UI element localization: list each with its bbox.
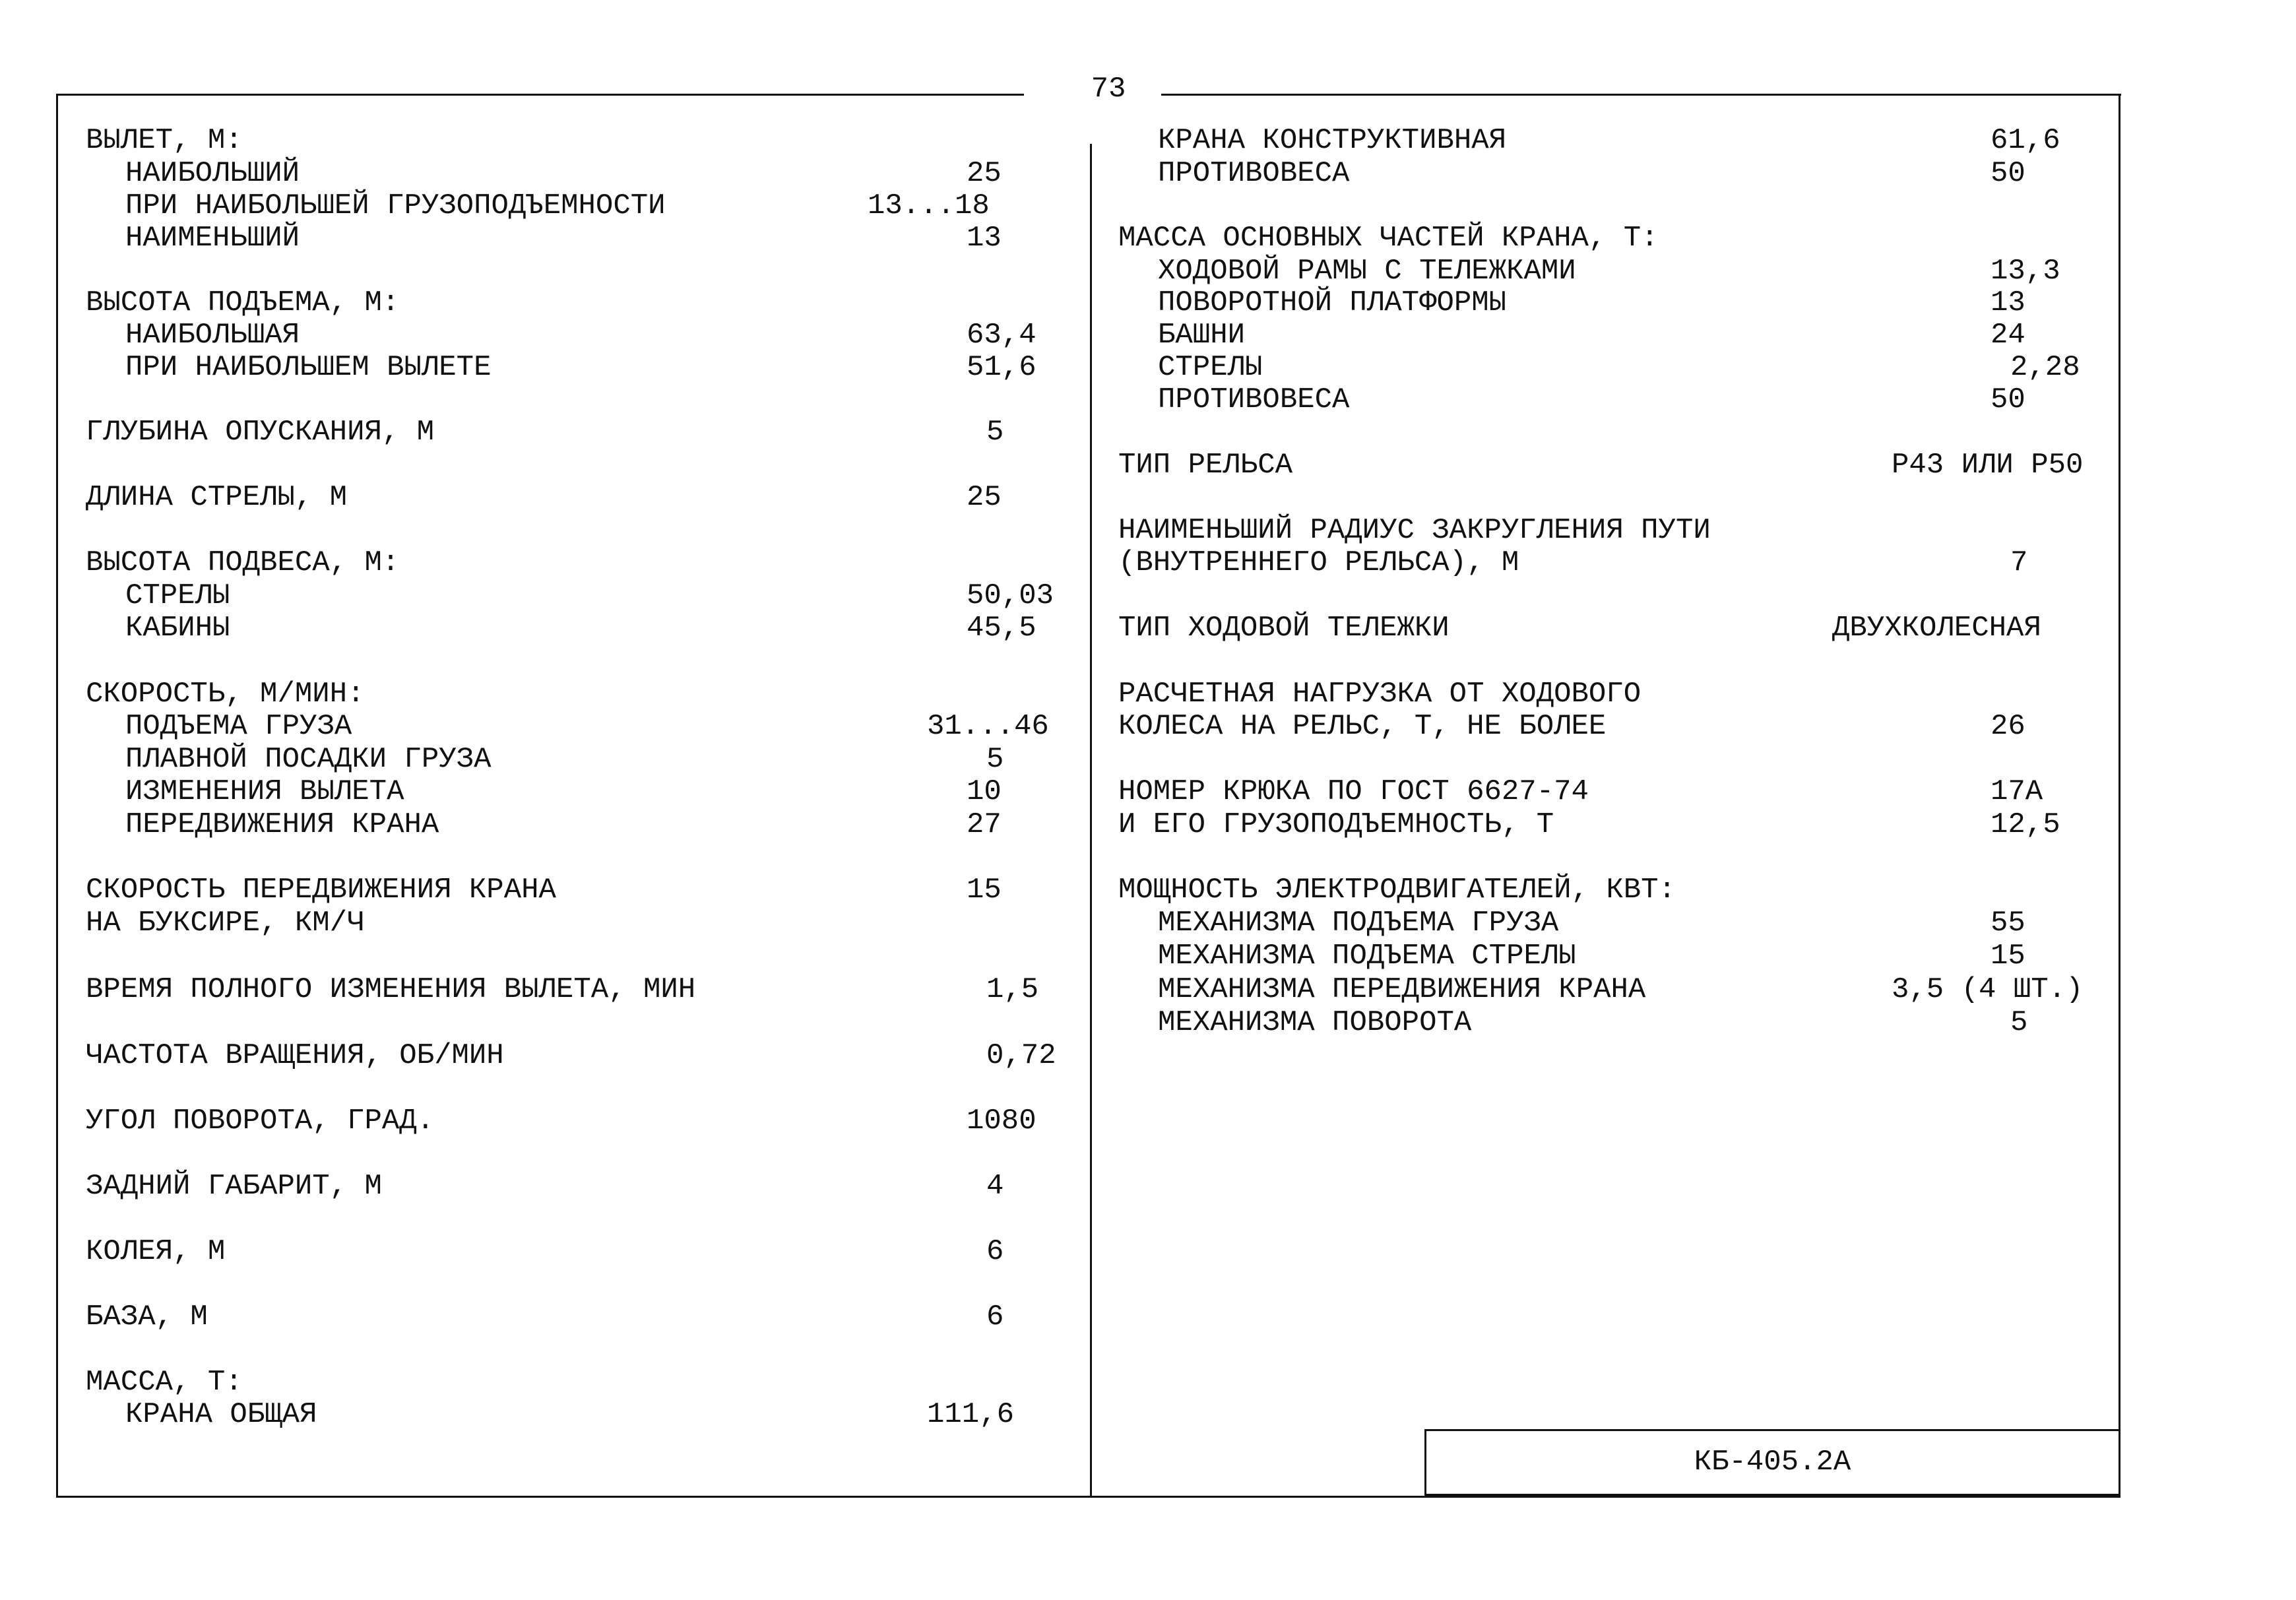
spec-value: 13,3 <box>1991 255 2060 288</box>
spec-value: 55 <box>1991 907 2025 940</box>
spec-label: КРАНА КОНСТРУКТИВНАЯ <box>1158 124 1507 157</box>
spec-value: 63,4 <box>967 319 1036 352</box>
spec-value: 61,6 <box>1991 124 2060 157</box>
spec-value: 6 <box>986 1235 1004 1268</box>
column-divider <box>1090 144 1092 1498</box>
spec-label: СКОРОСТЬ ПЕРЕДВИЖЕНИЯ КРАНА <box>86 874 556 907</box>
spec-value: 15 <box>967 874 1002 907</box>
spec-label: БАШНИ <box>1158 319 1246 352</box>
spec-value: 5 <box>986 416 1004 449</box>
spec-label: МАССА ОСНОВНЫХ ЧАСТЕЙ КРАНА, Т: <box>1118 222 1659 255</box>
spec-label: СТРЕЛЫ <box>1158 351 1263 384</box>
spec-value: ДВУХКОЛЕСНАЯ <box>1832 612 2041 645</box>
spec-label: ИЗМЕНЕНИЯ ВЫЛЕТА <box>125 775 404 808</box>
spec-value: 5 <box>986 743 1004 776</box>
spec-label: ПЛАВНОЙ ПОСАДКИ ГРУЗА <box>125 743 492 776</box>
spec-value: 50 <box>1991 157 2025 190</box>
spec-label: ВЫСОТА ПОДВЕСА, М: <box>86 546 400 579</box>
spec-label: ПРОТИВОВЕСА <box>1158 383 1350 416</box>
spec-label: КРАНА ОБЩАЯ <box>125 1398 317 1431</box>
spec-value: 13 <box>967 222 1002 255</box>
spec-label: МЕХАНИЗМА ПОВОРОТА <box>1158 1006 1472 1039</box>
spec-value: 17А <box>1991 775 2043 808</box>
spec-label: ЧАСТОТА ВРАЩЕНИЯ, ОБ/МИН <box>86 1039 504 1072</box>
spec-label: ГЛУБИНА ОПУСКАНИЯ, М <box>86 416 435 449</box>
spec-value: 31...46 <box>927 710 1049 743</box>
spec-label: БАЗА, М <box>86 1300 208 1333</box>
spec-value: 15 <box>1991 940 2025 973</box>
spec-value: 2,28 <box>2010 351 2080 384</box>
spec-label: МЕХАНИЗМА ПОДЪЕМА ГРУЗА <box>1158 907 1559 940</box>
spec-value: 50,03 <box>967 579 1054 612</box>
spec-value: 3,5 (4 ШТ.) <box>1892 973 2084 1006</box>
spec-label: ВЫЛЕТ, М: <box>86 124 243 157</box>
spec-label: НОМЕР КРЮКА ПО ГОСТ 6627-74 <box>1118 775 1589 808</box>
spec-label: НАИБОЛЬШИЙ <box>125 157 300 190</box>
frame-right <box>2119 94 2121 1498</box>
spec-value: 13 <box>1991 286 2025 319</box>
spec-value: 13...18 <box>868 189 990 222</box>
spec-label: СТРЕЛЫ <box>125 579 230 612</box>
spec-label: МЕХАНИЗМА ПОДЪЕМА СТРЕЛЫ <box>1158 940 1576 973</box>
spec-label: НАИМЕНЬШИЙ РАДИУС ЗАКРУГЛЕНИЯ ПУТИ <box>1118 514 1711 547</box>
spec-value: 5 <box>2010 1006 2028 1039</box>
spec-value: 27 <box>967 808 1002 841</box>
title-block <box>1424 1429 2121 1496</box>
spec-value: 7 <box>2010 546 2028 579</box>
spec-label: ПОДЪЕМА ГРУЗА <box>125 710 352 743</box>
spec-label: ДЛИНА СТРЕЛЫ, М <box>86 481 348 514</box>
spec-label: КОЛЕЯ, М <box>86 1235 226 1268</box>
spec-label: ПЕРЕДВИЖЕНИЯ КРАНА <box>125 808 439 841</box>
spec-value: 4 <box>986 1170 1004 1203</box>
spec-label: ПРИ НАИБОЛЬШЕМ ВЫЛЕТЕ <box>125 351 492 384</box>
frame-bottom <box>56 1496 2121 1498</box>
spec-label: НАИМЕНЬШИЙ <box>125 222 300 255</box>
spec-value: 24 <box>1991 319 2025 352</box>
spec-value: 25 <box>967 481 1002 514</box>
spec-label: НАИБОЛЬШАЯ <box>125 319 300 352</box>
spec-value: 1080 <box>967 1104 1036 1137</box>
spec-label: СКОРОСТЬ, М/МИН: <box>86 678 365 711</box>
spec-label: РАСЧЕТНАЯ НАГРУЗКА ОТ ХОДОВОГО <box>1118 678 1642 711</box>
spec-value: 10 <box>967 775 1002 808</box>
spec-label: ЗАДНИЙ ГАБАРИТ, М <box>86 1170 382 1203</box>
spec-label: ВЫСОТА ПОДЪЕМА, М: <box>86 286 400 319</box>
spec-label: КОЛЕСА НА РЕЛЬС, Т, НЕ БОЛЕЕ <box>1118 710 1607 743</box>
frame-top-right <box>1161 94 2121 96</box>
spec-label: УГОЛ ПОВОРОТА, ГРАД. <box>86 1104 435 1137</box>
spec-label: КАБИНЫ <box>125 612 230 645</box>
spec-label: ВРЕМЯ ПОЛНОГО ИЗМЕНЕНИЯ ВЫЛЕТА, МИН <box>86 973 696 1006</box>
spec-label: МЕХАНИЗМА ПЕРЕДВИЖЕНИЯ КРАНА <box>1158 973 1646 1006</box>
spec-value: 26 <box>1991 710 2025 743</box>
spec-value: 0,72 <box>986 1039 1056 1072</box>
spec-label: ТИП РЕЛЬСА <box>1118 449 1293 482</box>
spec-value: 111,6 <box>927 1398 1015 1431</box>
document-code: КБ-405.2А <box>1694 1446 1851 1479</box>
spec-label: ПОВОРОТНОЙ ПЛАТФОРМЫ <box>1158 286 1507 319</box>
spec-label: МОЩНОСТЬ ЭЛЕКТРОДВИГАТЕЛЕЙ, КВТ: <box>1118 874 1676 907</box>
spec-value: 12,5 <box>1991 808 2060 841</box>
spec-label: ТИП ХОДОВОЙ ТЕЛЕЖКИ <box>1118 612 1450 645</box>
spec-label: (ВНУТРЕННЕГО РЕЛЬСА), М <box>1118 546 1519 579</box>
spec-value: 51,6 <box>967 351 1036 384</box>
spec-label: ХОДОВОЙ РАМЫ С ТЕЛЕЖКАМИ <box>1158 255 1576 288</box>
spec-label: МАССА, Т: <box>86 1366 243 1399</box>
spec-value: 25 <box>967 157 1002 190</box>
spec-value: 1,5 <box>986 973 1039 1006</box>
spec-label: ПРИ НАИБОЛЬШЕЙ ГРУЗОПОДЪЕМНОСТИ <box>125 189 666 222</box>
page-number: 73 <box>1091 73 1126 106</box>
spec-value: 50 <box>1991 383 2025 416</box>
spec-value: 6 <box>986 1300 1004 1333</box>
spec-label: НА БУКСИРЕ, КМ/Ч <box>86 907 365 940</box>
frame-left <box>56 94 58 1498</box>
spec-value: 45,5 <box>967 612 1036 645</box>
spec-value: Р43 ИЛИ Р50 <box>1892 449 2084 482</box>
spec-label: И ЕГО ГРУЗОПОДЪЕМНОСТЬ, Т <box>1118 808 1554 841</box>
frame-top-left <box>56 94 1024 96</box>
spec-label: ПРОТИВОВЕСА <box>1158 157 1350 190</box>
